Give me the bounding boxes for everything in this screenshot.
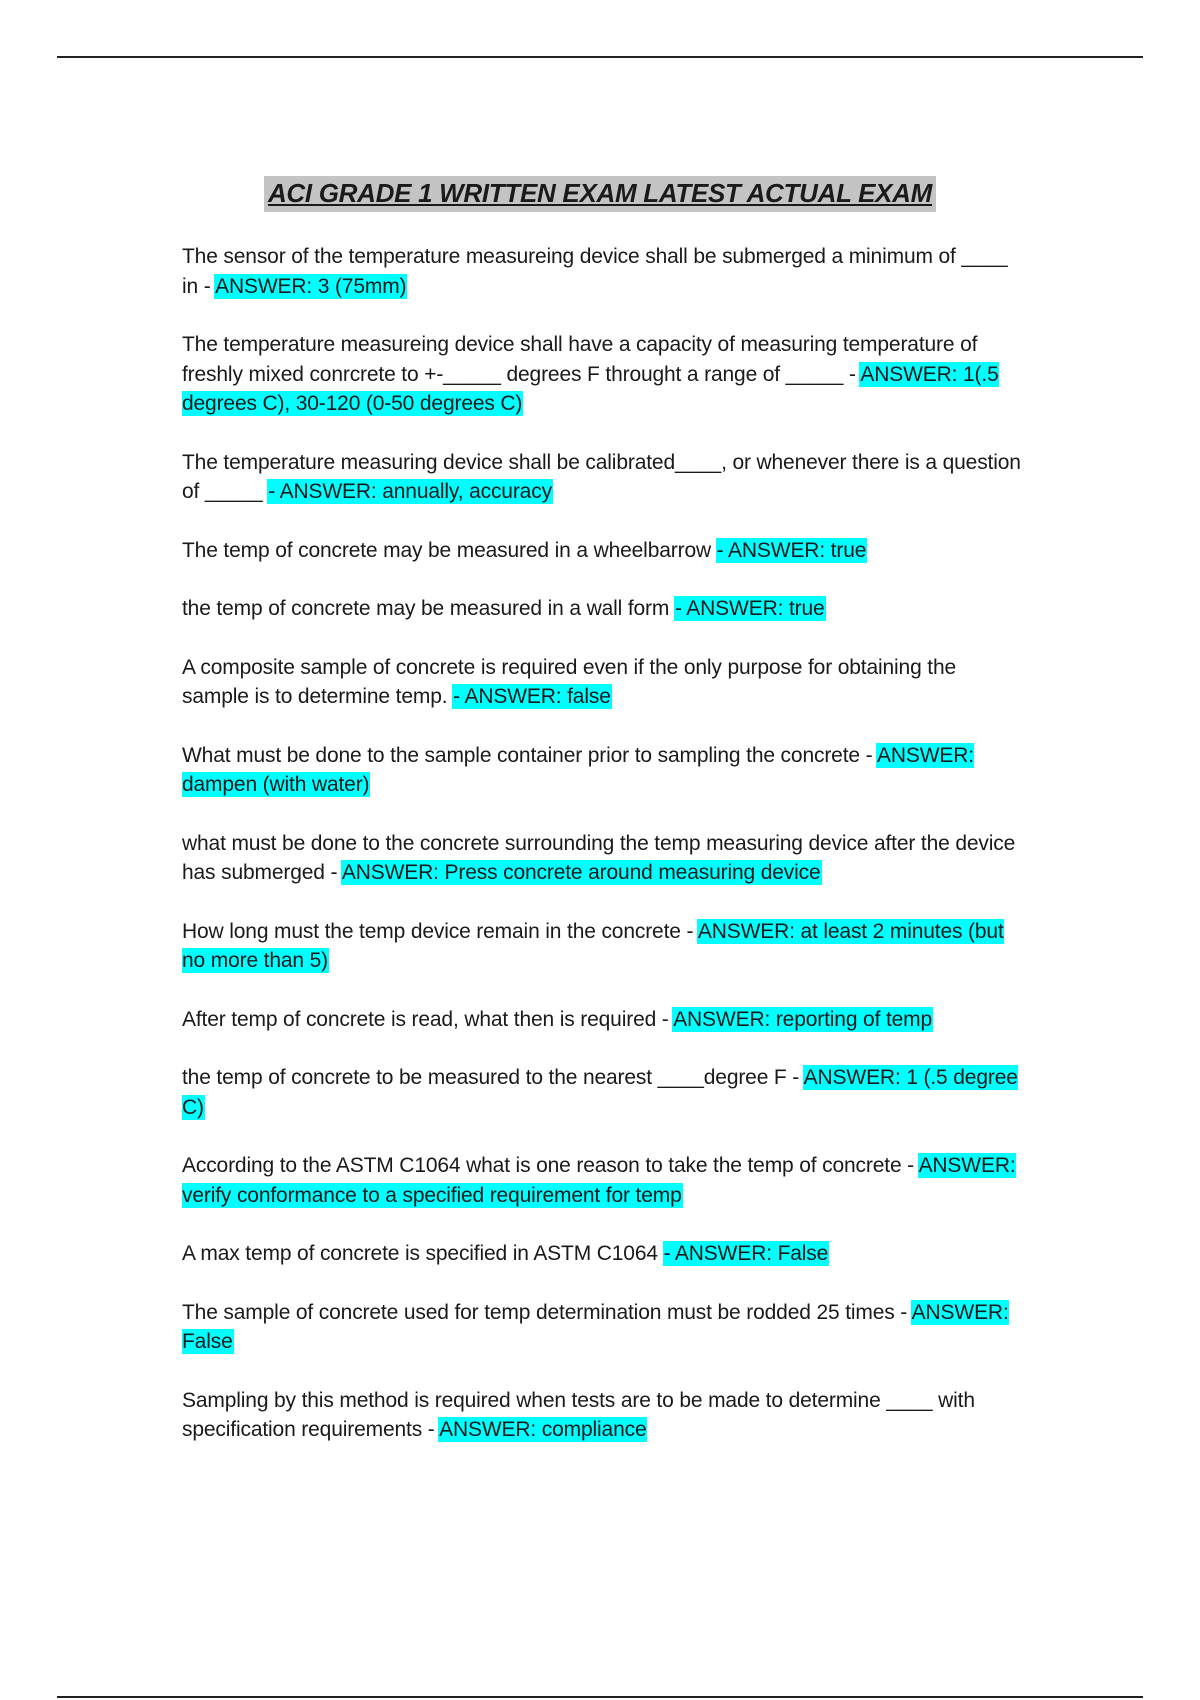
question-text: What must be done to the sample container prior to sampling the concrete - [182,743,877,767]
question-text: The temperature measureing device shall have a capacity of measuring temperature of freshly mixed conrcrete to +-_____ degrees F throught a range of _____ - [182,333,978,386]
question-item [182,1151,1022,1210]
question-text: A composite sample of concrete is required even if the only purpose for obtaining the sample is to determine temp. [182,655,957,708]
answer-text: ANSWER: Press concrete around measuring device [341,861,821,884]
question-item [182,536,1022,566]
question-text: what must be done to the concrete surrounding the temp measuring device after the device has submerged - [182,831,1016,884]
answer-text: ANSWER: 1(.5 degrees C), 30-120 (0-50 degrees C) [182,362,999,415]
question-item [182,1386,1022,1445]
answer-text: ANSWER: 1 (.5 degree C) [182,1066,1018,1119]
answer-text: ANSWER: compliance [439,1418,647,1441]
question-text: the temp of concrete to be measured to the nearest ____degree F - [182,1066,804,1089]
answer-text: ANSWER: False [182,1300,1009,1353]
question-text: According to the ASTM C1064 what is one reason to take the temp of concrete - [182,1154,919,1177]
question-text: The sample of concrete used for temp determination must be rodded 25 times - [182,1300,912,1324]
title-block [0,176,1200,212]
question-text: The temp of concrete may be measured in a wheelbarrow [182,538,717,562]
question-item [182,448,1022,507]
question-item [182,1005,1022,1035]
question-item [182,653,1022,712]
question-list [182,242,1022,1474]
question-item [182,242,1022,301]
question-item [182,829,1022,888]
question-text: The sensor of the temperature measureing device shall be submerged a minimum of ____ in - [182,245,1008,298]
question-text: How long must the temp device remain in the concrete - [182,919,698,943]
question-text: Sampling by this method is required when tests are to be made to determine ____ with specification requirements - [182,1388,975,1441]
question-item [182,741,1022,800]
answer-text: ANSWER: dampen (with water) [182,743,974,796]
answer-text: - ANSWER: true [716,538,867,562]
question-item [182,1239,1022,1269]
question-item [182,1063,1022,1122]
question-text: A max temp of concrete is specified in ASTM C1064 [182,1242,664,1265]
answer-text: ANSWER: 3 (75mm) [215,274,407,298]
question-item [182,594,1022,624]
answer-text: ANSWER: at least 2 minutes (but no more than 5) [182,919,1004,972]
header-rule [57,56,1143,58]
answer-text: ANSWER: reporting of temp [673,1007,933,1031]
question-text: After temp of concrete is read, what then is required - [182,1007,674,1031]
question-text: The temperature measuring device shall be calibrated____, or whenever there is a question of _____ [182,450,1021,503]
answer-text: - ANSWER: False [663,1242,829,1265]
footer-rule [57,1696,1143,1698]
answer-text: - ANSWER: false [453,685,611,708]
question-text: the temp of concrete may be measured in a wall form [182,597,675,620]
question-item [182,330,1022,419]
answer-text: - ANSWER: annually, accuracy [268,480,552,503]
document-title: ACI GRADE 1 WRITTEN EXAM LATEST ACTUAL EXAM [264,176,936,212]
answer-text: ANSWER: verify conformance to a specified requirement for temp [182,1154,1016,1207]
question-item [182,917,1022,976]
question-item [182,1298,1022,1357]
answer-text: - ANSWER: true [674,597,825,620]
